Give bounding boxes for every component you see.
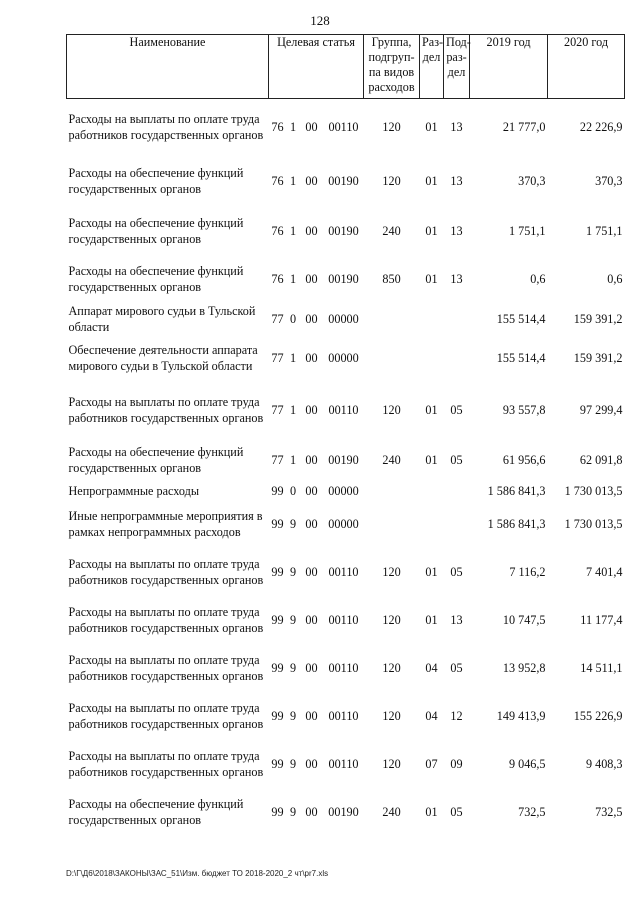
- cell-p4: 00110: [328, 660, 359, 675]
- cell-v2019: 61 956,6: [502, 453, 546, 467]
- cell-group: 850: [382, 271, 401, 286]
- cell-sec: [420, 336, 444, 381]
- header-name: Наименование: [67, 35, 269, 99]
- cell-sub: 13: [450, 174, 463, 188]
- cell-sub: 05: [450, 453, 463, 467]
- cell-p4: 00110: [328, 708, 359, 723]
- cell-group: [364, 500, 420, 548]
- cell-sec: [420, 482, 444, 500]
- cell-p2: 1: [289, 119, 297, 134]
- cell-v2020: 9 408,3: [585, 756, 623, 771]
- cell-sub: 05: [450, 564, 463, 579]
- cell-p2: 9: [289, 756, 297, 771]
- cell-p4: 00000: [328, 516, 359, 531]
- cell-group: 240: [382, 453, 401, 467]
- cell-v2019: 155 514,4: [496, 351, 546, 365]
- table-row: [67, 644, 625, 692]
- table-row: [67, 788, 625, 836]
- cell-p1: 99: [271, 564, 284, 579]
- cell-name: Расходы на обеспечение функций государственных органов: [68, 445, 244, 475]
- cell-p2: 9: [289, 564, 297, 579]
- cell-p3: 00: [305, 756, 318, 771]
- cell-sec: 01: [425, 174, 438, 188]
- cell-sub: 13: [450, 224, 463, 238]
- cell-sec: 04: [425, 660, 438, 675]
- cell-v2019: 1 751,1: [508, 224, 546, 238]
- cell-v2019: 149 413,9: [496, 708, 546, 723]
- cell-p4: 00190: [328, 804, 359, 819]
- cell-p4: 00190: [328, 224, 359, 238]
- cell-name: Расходы на выплаты по оплате труда работников государственных органов: [68, 700, 264, 731]
- header-section: Раз-дел: [420, 35, 444, 99]
- cell-p3: 00: [305, 224, 318, 238]
- cell-sub: 05: [450, 660, 463, 675]
- table-row: [67, 692, 625, 740]
- cell-p1: 99: [271, 804, 284, 819]
- cell-p1: 76: [271, 271, 284, 286]
- cell-group: 120: [382, 174, 401, 188]
- table-row: [67, 596, 625, 644]
- cell-sub: 05: [450, 804, 463, 819]
- cell-p2: 1: [289, 174, 297, 188]
- cell-group: 120: [382, 660, 401, 675]
- cell-sub: 09: [450, 756, 463, 771]
- cell-p1: 99: [271, 708, 284, 723]
- cell-v2020: 155 226,9: [573, 708, 623, 723]
- cell-v2019: 21 777,0: [502, 119, 546, 134]
- cell-sub: 13: [450, 612, 463, 627]
- cell-group: 120: [382, 119, 401, 134]
- cell-name: Расходы на выплаты по оплате труда работников государственных органов: [68, 556, 264, 587]
- cell-v2019: 732,5: [518, 804, 546, 819]
- cell-name: Расходы на выплаты по оплате труда работников государственных органов: [68, 652, 264, 683]
- table-row: [67, 303, 625, 336]
- cell-group: 120: [382, 564, 401, 579]
- table-header: [67, 35, 625, 99]
- cell-sec: 01: [425, 271, 438, 286]
- cell-name: Расходы на обеспечение функций государственных органов: [68, 263, 244, 294]
- cell-p4: 00000: [328, 351, 359, 365]
- cell-sec: 01: [425, 402, 438, 417]
- cell-p2: 1: [289, 224, 297, 238]
- cell-p2: 9: [289, 660, 297, 675]
- cell-p3: 00: [305, 119, 318, 134]
- cell-p2: 9: [289, 804, 297, 819]
- cell-v2020: 159 391,2: [573, 312, 623, 326]
- cell-group: 240: [382, 224, 401, 238]
- cell-sub: 13: [450, 271, 463, 286]
- cell-group: 240: [382, 804, 401, 819]
- table-row: [67, 255, 625, 303]
- table-row: [67, 336, 625, 381]
- cell-p4: 00110: [328, 756, 359, 771]
- cell-v2019: 370,3: [518, 174, 546, 188]
- cell-v2020: 1 751,1: [585, 224, 623, 238]
- header-group: Группа, подгруп-па видов расходов: [364, 35, 420, 99]
- cell-name: Расходы на выплаты по оплате труда работников государственных органов: [68, 748, 264, 779]
- cell-p3: 00: [305, 564, 318, 579]
- cell-p2: 0: [289, 483, 297, 498]
- cell-p1: 77: [271, 453, 284, 467]
- page-number: 128: [310, 13, 330, 28]
- cell-sub: [444, 500, 470, 548]
- cell-p4: 00110: [328, 564, 359, 579]
- cell-sec: 01: [425, 453, 438, 467]
- header-2019: 2019 год: [470, 35, 548, 99]
- cell-p4: 00190: [328, 174, 359, 188]
- cell-v2020: 370,3: [595, 174, 623, 188]
- cell-sec: 01: [425, 119, 438, 134]
- table-row: [67, 740, 625, 788]
- table-row: [67, 500, 625, 548]
- cell-sec: [420, 500, 444, 548]
- cell-name: Расходы на обеспечение функций государственных органов: [68, 796, 244, 827]
- cell-p2: 9: [289, 612, 297, 627]
- cell-p2: 1: [289, 271, 297, 286]
- cell-sec: 04: [425, 708, 438, 723]
- cell-sec: 01: [425, 804, 438, 819]
- cell-v2019: 10 747,5: [502, 612, 546, 627]
- cell-p1: 77: [271, 351, 284, 365]
- cell-p3: 00: [305, 453, 318, 467]
- table-row: [67, 439, 625, 482]
- cell-group: 120: [382, 708, 401, 723]
- cell-name: Аппарат мирового судьи в Тульской области: [68, 304, 256, 334]
- table-row: [67, 99, 625, 155]
- cell-p1: 99: [271, 612, 284, 627]
- cell-sub: [444, 336, 470, 381]
- cell-v2019: 1 586 841,3: [487, 483, 546, 498]
- cell-v2020: 1 730 013,5: [564, 483, 623, 498]
- cell-p1: 76: [271, 119, 284, 134]
- cell-p1: 99: [271, 756, 284, 771]
- cell-p3: 00: [305, 612, 318, 627]
- cell-p1: 99: [271, 483, 284, 498]
- cell-v2019: 9 046,5: [508, 756, 546, 771]
- cell-p2: 1: [289, 351, 297, 365]
- file-path-footer: D:\Г\Д6\2018\ЗАКОНЫ\ЗАС_51\Изм. бюджет ТО 2018-2020_2 чт\pr7.xls: [66, 869, 329, 878]
- cell-p2: 1: [289, 402, 297, 417]
- cell-v2019: 93 557,8: [502, 402, 546, 417]
- cell-name: Непрограммные расходы: [68, 483, 200, 498]
- cell-sec: 07: [425, 756, 438, 771]
- cell-v2020: 732,5: [595, 804, 623, 819]
- cell-v2019: 7 116,2: [509, 564, 546, 579]
- cell-name: Иные непрограммные мероприятия в рамках непрограммных расходов: [68, 508, 263, 539]
- table-row: [67, 482, 625, 500]
- cell-p2: 0: [289, 312, 297, 326]
- cell-p4: 00000: [328, 312, 359, 326]
- cell-name: Расходы на обеспечение функций государственных органов: [68, 166, 244, 196]
- cell-group: [364, 303, 420, 336]
- cell-sec: 01: [425, 612, 438, 627]
- table-row: [67, 381, 625, 439]
- cell-v2020: 14 511,1: [580, 660, 623, 675]
- cell-v2020: 11 177,4: [580, 612, 623, 627]
- cell-v2019: 1 586 841,3: [487, 516, 546, 531]
- cell-p3: 00: [305, 351, 318, 365]
- cell-sub: 12: [450, 708, 463, 723]
- cell-v2019: 155 514,4: [496, 312, 546, 326]
- cell-name: Расходы на выплаты по оплате труда работников государственных органов: [68, 604, 264, 635]
- cell-v2020: 97 299,4: [579, 402, 623, 417]
- cell-v2020: 7 401,4: [585, 564, 623, 579]
- budget-table: [66, 34, 625, 836]
- cell-name: Расходы на выплаты по оплате труда работников государственных органов: [68, 394, 264, 425]
- cell-v2020: 0,6: [607, 271, 623, 286]
- cell-p3: 00: [305, 660, 318, 675]
- table-row: [67, 155, 625, 208]
- cell-sub: [444, 482, 470, 500]
- cell-p1: 77: [271, 402, 284, 417]
- cell-sub: [444, 303, 470, 336]
- table-row: [67, 548, 625, 596]
- cell-name: Расходы на обеспечение функций государственных органов: [68, 216, 244, 246]
- cell-p4: 00110: [328, 402, 359, 417]
- cell-p3: 00: [305, 483, 318, 498]
- cell-p1: 77: [271, 312, 284, 326]
- cell-group: [364, 336, 420, 381]
- header-target: Целевая статья: [269, 35, 364, 99]
- cell-sub: 05: [450, 402, 463, 417]
- cell-p4: 00110: [328, 119, 359, 134]
- cell-sec: 01: [425, 564, 438, 579]
- cell-p2: 9: [289, 708, 297, 723]
- cell-v2020: 159 391,2: [573, 351, 623, 365]
- cell-v2019: 13 952,8: [502, 660, 546, 675]
- cell-p3: 00: [305, 271, 318, 286]
- cell-group: [364, 482, 420, 500]
- cell-p3: 00: [305, 804, 318, 819]
- cell-name: Обеспечение деятельности аппарата мирового судьи в Тульской области: [68, 343, 258, 373]
- cell-p3: 00: [305, 516, 318, 531]
- cell-p4: 00190: [328, 453, 359, 467]
- cell-p2: 1: [289, 453, 297, 467]
- cell-v2020: 1 730 013,5: [564, 516, 623, 531]
- cell-group: 120: [382, 402, 401, 417]
- cell-p4: 00000: [328, 483, 359, 498]
- cell-p2: 9: [289, 516, 297, 531]
- cell-v2020: 22 226,9: [579, 119, 623, 134]
- cell-sec: 01: [425, 224, 438, 238]
- cell-p1: 76: [271, 174, 284, 188]
- cell-p1: 99: [271, 516, 284, 531]
- cell-v2020: 62 091,8: [579, 453, 623, 467]
- cell-p4: 00110: [328, 612, 359, 627]
- cell-group: 120: [382, 756, 401, 771]
- cell-p1: 99: [271, 660, 284, 675]
- cell-p4: 00190: [328, 271, 359, 286]
- header-2020: 2020 год: [548, 35, 625, 99]
- cell-p3: 00: [305, 312, 318, 326]
- cell-v2019: 0,6: [530, 271, 546, 286]
- header-subsection: Под-раз-дел: [444, 35, 470, 99]
- cell-group: 120: [382, 612, 401, 627]
- cell-p3: 00: [305, 174, 318, 188]
- cell-name: Расходы на выплаты по оплате труда работников государственных органов: [68, 111, 264, 142]
- cell-p3: 00: [305, 708, 318, 723]
- table-row: [67, 208, 625, 255]
- cell-p3: 00: [305, 402, 318, 417]
- cell-sub: 13: [450, 119, 463, 134]
- cell-p1: 76: [271, 224, 284, 238]
- cell-sec: [420, 303, 444, 336]
